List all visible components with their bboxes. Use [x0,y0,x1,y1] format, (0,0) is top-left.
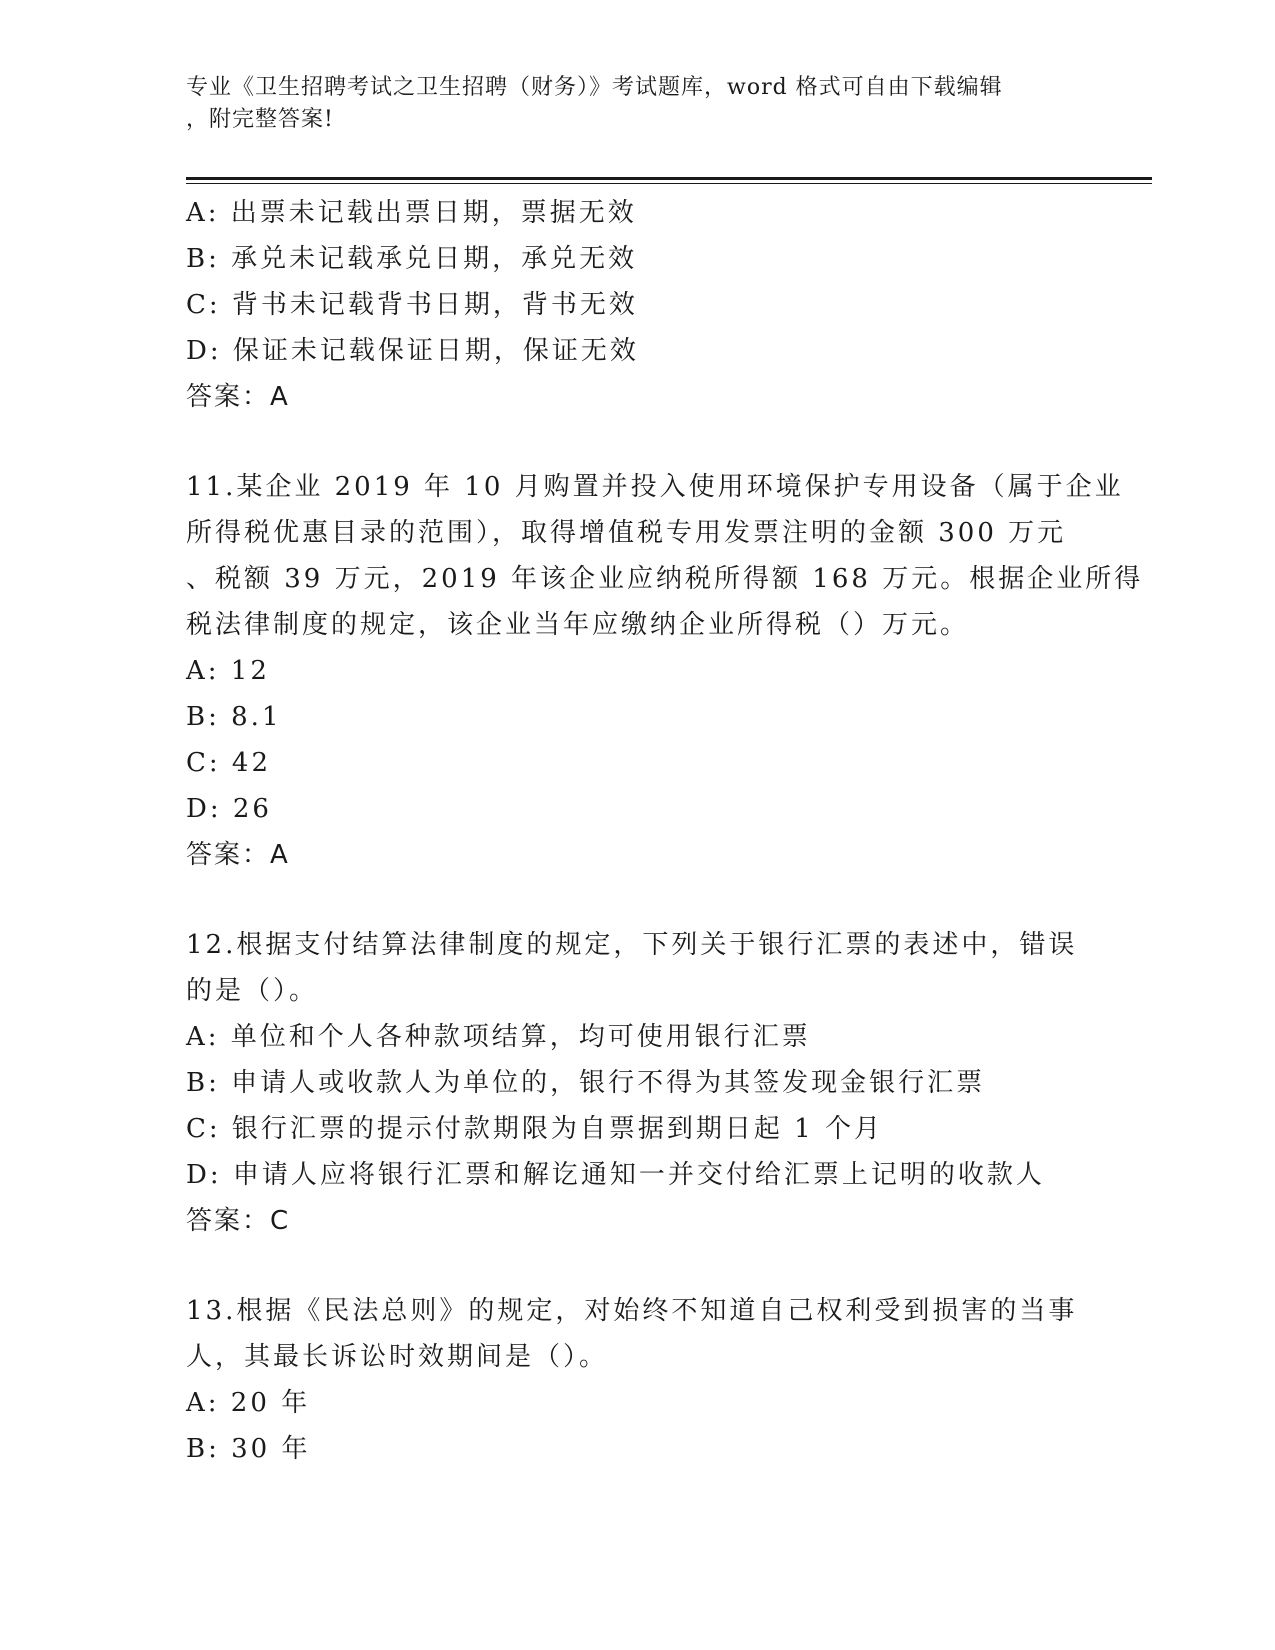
question-12 [186,922,1086,1244]
spacer [186,1244,1086,1288]
question-stem-line: 13.根据《民法总则》的规定，对始终不知道自己权利受到损害的当事 [186,1296,1078,1326]
option-a: A: 12 [186,656,270,686]
option-a: A: 出票未记载出票日期，票据无效 [186,198,637,228]
answer-line: 答案：C [186,1206,291,1236]
question-stem-line: 11.某企业 2019 年 10 月购置并投入使用环境保护专用设备（属于企业 [186,472,1124,502]
option-b: B: 承兑未记载承兑日期，承兑无效 [186,244,638,274]
option-d: D: 申请人应将银行汇票和解讫通知一并交付给汇票上记明的收款人 [186,1160,1045,1190]
option-c: C: 42 [186,748,272,778]
spacer [186,420,1086,464]
question-10 [186,190,1086,420]
question-13 [186,1288,1086,1472]
question-list [186,190,1144,1472]
option-b: B: 申请人或收款人为单位的，银行不得为其签发现金银行汇票 [186,1068,986,1098]
question-stem-line: 税法律制度的规定，该企业当年应缴纳企业所得税（）万元。 [186,610,970,640]
question-stem-line: 人，其最长诉讼时效期间是（）。 [186,1342,609,1372]
question-stem-line: 12.根据支付结算法律制度的规定，下列关于银行汇票的表述中，错误 [186,930,1078,960]
question-stem-line: 所得税优惠目录的范围），取得增值税专用发票注明的金额 300 万元 [186,518,1067,548]
answer-line: 答案：A [186,840,290,870]
document-header [186,72,1086,136]
option-d: D: 26 [186,794,272,824]
option-c: C: 背书未记载背书日期，背书无效 [186,290,638,320]
option-a: A: 单位和个人各种款项结算，均可使用银行汇票 [186,1022,811,1052]
header-divider-thin [186,183,1152,184]
option-d: D: 保证未记载保证日期，保证无效 [186,336,639,366]
option-c: C: 银行汇票的提示付款期限为自票据到期日起 1 个月 [186,1114,883,1144]
spacer [186,878,1086,922]
question-stem-line: 、税额 39 万元，2019 年该企业应纳税所得额 168 万元。根据企业所得 [186,564,1144,594]
header-divider-thick [186,177,1152,180]
answer-line: 答案：A [186,382,290,412]
header-line-1: 专业《卫生招聘考试之卫生招聘（财务）》考试题库，word 格式可自由下载编辑 [186,75,1003,100]
question-11 [186,464,1144,878]
option-a: A: 20 年 [186,1388,311,1418]
option-b: B: 8.1 [186,702,282,732]
question-stem-line: 的是（）。 [186,976,319,1006]
header-line-2: ，附完整答案! [186,107,334,132]
option-b: B: 30 年 [186,1434,311,1464]
